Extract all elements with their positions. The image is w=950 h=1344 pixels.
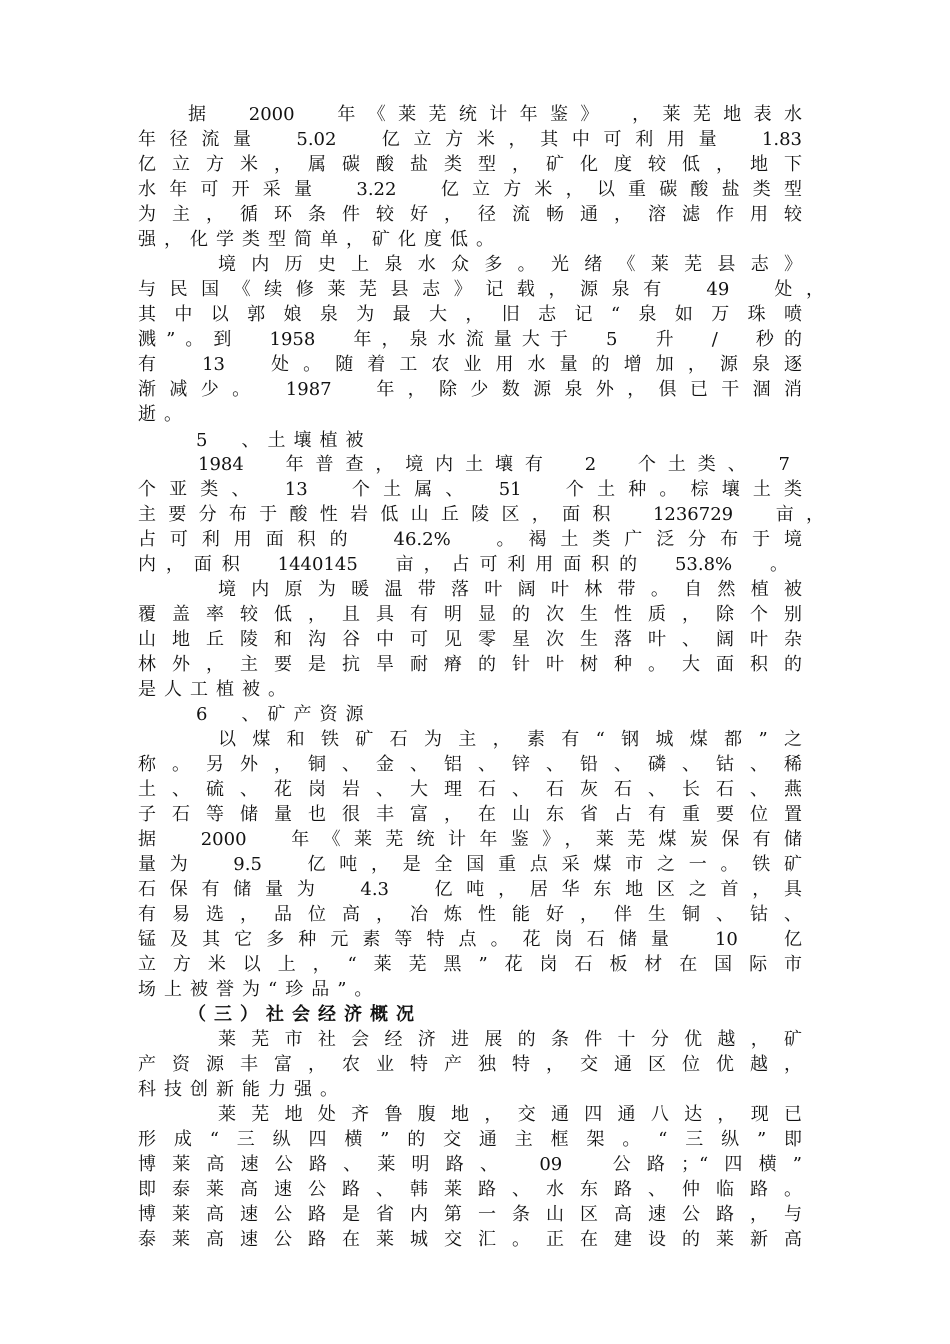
text-line: 境内历史上泉水众多。光绪《莱芜县志》 (218, 254, 802, 275)
text-line: 年径流量 5.02 亿立方米，其中可利用量 1.83 (138, 129, 802, 150)
text-line: 量为 9.5 亿吨，是全国重点采煤市之一。铁矿 (138, 854, 802, 875)
text-line: 林外，主要是抗旱耐瘠的针叶树种。大面积的 (138, 654, 802, 675)
text-line: 内，面积 1440145 亩，占可利用面积的 53.8% 。 (138, 554, 788, 575)
text-line: 泰莱高速公路在莱城交汇。正在建设的莱新高 (138, 1229, 802, 1250)
text-line: 为主，循环条件较好，径流畅通，溶滤作用较 (138, 204, 802, 225)
text-line: 立方米以上，“莱芜黑”花岗石板材在国际市 (138, 954, 802, 975)
text-line: 是人工植被。 (138, 679, 294, 700)
text-line: 石保有储量为 4.3 亿吨，居华东地区之首，具 (138, 879, 802, 900)
text-line: 山地丘陵和沟谷中可见零星次生落叶、阔叶杂 (138, 629, 802, 650)
text-line: 形成“三纵四横”的交通主框架。“三纵”即 (138, 1129, 802, 1150)
text-line: 锰及其它多种元素等特点。花岗石储量 10 亿 (138, 929, 802, 950)
text-line: 有 13 处。随着工农业用水量的增加，源泉逐 (138, 354, 802, 375)
text-line: 莱芜市社会经济进展的条件十分优越，矿 (218, 1029, 802, 1050)
text-line: 1984 年普查，境内土壤有 2 个土类、 7 (198, 454, 790, 475)
text-line: 覆盖率较低，且具有明显的次生性质，除个别 (138, 604, 802, 625)
text-line: 个亚类、 13 个土属、 51 个土种。棕壤土类 (138, 479, 802, 500)
section-heading: 6 、矿产资源 (196, 704, 372, 725)
section-heading: （三）社会经济概况 (188, 1004, 422, 1025)
text-line: 与民国《续修莱芜县志》记载，源泉有 49 处， (138, 279, 824, 300)
text-line: 博莱高速公路、莱明路、 09 公路；“四横” (138, 1154, 802, 1175)
text-line: 水年可开采量 3.22 亿立方米，以重碳酸盐类型 (138, 179, 802, 200)
section-heading: 5 、土壤植被 (196, 430, 372, 451)
text-line: 莱芜地处齐鲁腹地，交通四通八达，现已 (218, 1104, 802, 1125)
text-line: 主要分布于酸性岩低山丘陵区，面积 1236729 亩， (138, 504, 824, 525)
text-line: 有易选，品位高，冶炼性能好，伴生铜、钴、 (138, 904, 802, 925)
text-line: 以煤和铁矿石为主，素有“钢城煤都”之 (218, 729, 802, 750)
text-line: 科技创新能力强。 (138, 1079, 346, 1100)
text-line: 溅”。到 1958 年，泉水流量大于 5 升 / 秒的 (138, 329, 802, 350)
text-line: 境内原为暖温带落叶阔叶林带。自然植被 (218, 579, 802, 600)
text-line: 占可利用面积的 46.2% 。褐土类广泛分布于境 (138, 529, 802, 550)
text-line: 据 2000 年《莱芜统计年鉴》，莱芜煤炭保有储 (138, 829, 802, 850)
text-line: 子石等储量也很丰富，在山东省占有重要位置 (138, 804, 802, 825)
text-line: 即泰莱高速公路、韩莱路、水东路、仲临路。 (138, 1179, 802, 1200)
text-line: 逝。 (138, 404, 190, 425)
text-line: 据 2000 年《莱芜统计年鉴》 ，莱芜地表水 (188, 104, 802, 125)
text-line: 博莱高速公路是省内第一条山区高速公路，与 (138, 1204, 802, 1225)
text-line: 渐减少。 1987 年，除少数源泉外，俱已干涸消 (138, 379, 802, 400)
text-line: 亿立方米，属碳酸盐类型，矿化度较低，地下 (138, 154, 802, 175)
text-line: 强，化学类型简单，矿化度低。 (138, 229, 502, 250)
text-line: 场上被誉为“珍品”。 (138, 979, 381, 1000)
text-line: 产资源丰富，农业特产独特，交通区位优越， (138, 1054, 802, 1075)
text-line: 称。另外，铜、金、铝、锌、铅、磷、钴、稀 (138, 754, 802, 775)
text-line: 土、硫、花岗岩、大理石、石灰石、长石、燕 (138, 779, 802, 800)
text-line: 其中以郭娘泉为最大，旧志记“泉如万珠喷 (138, 304, 802, 325)
